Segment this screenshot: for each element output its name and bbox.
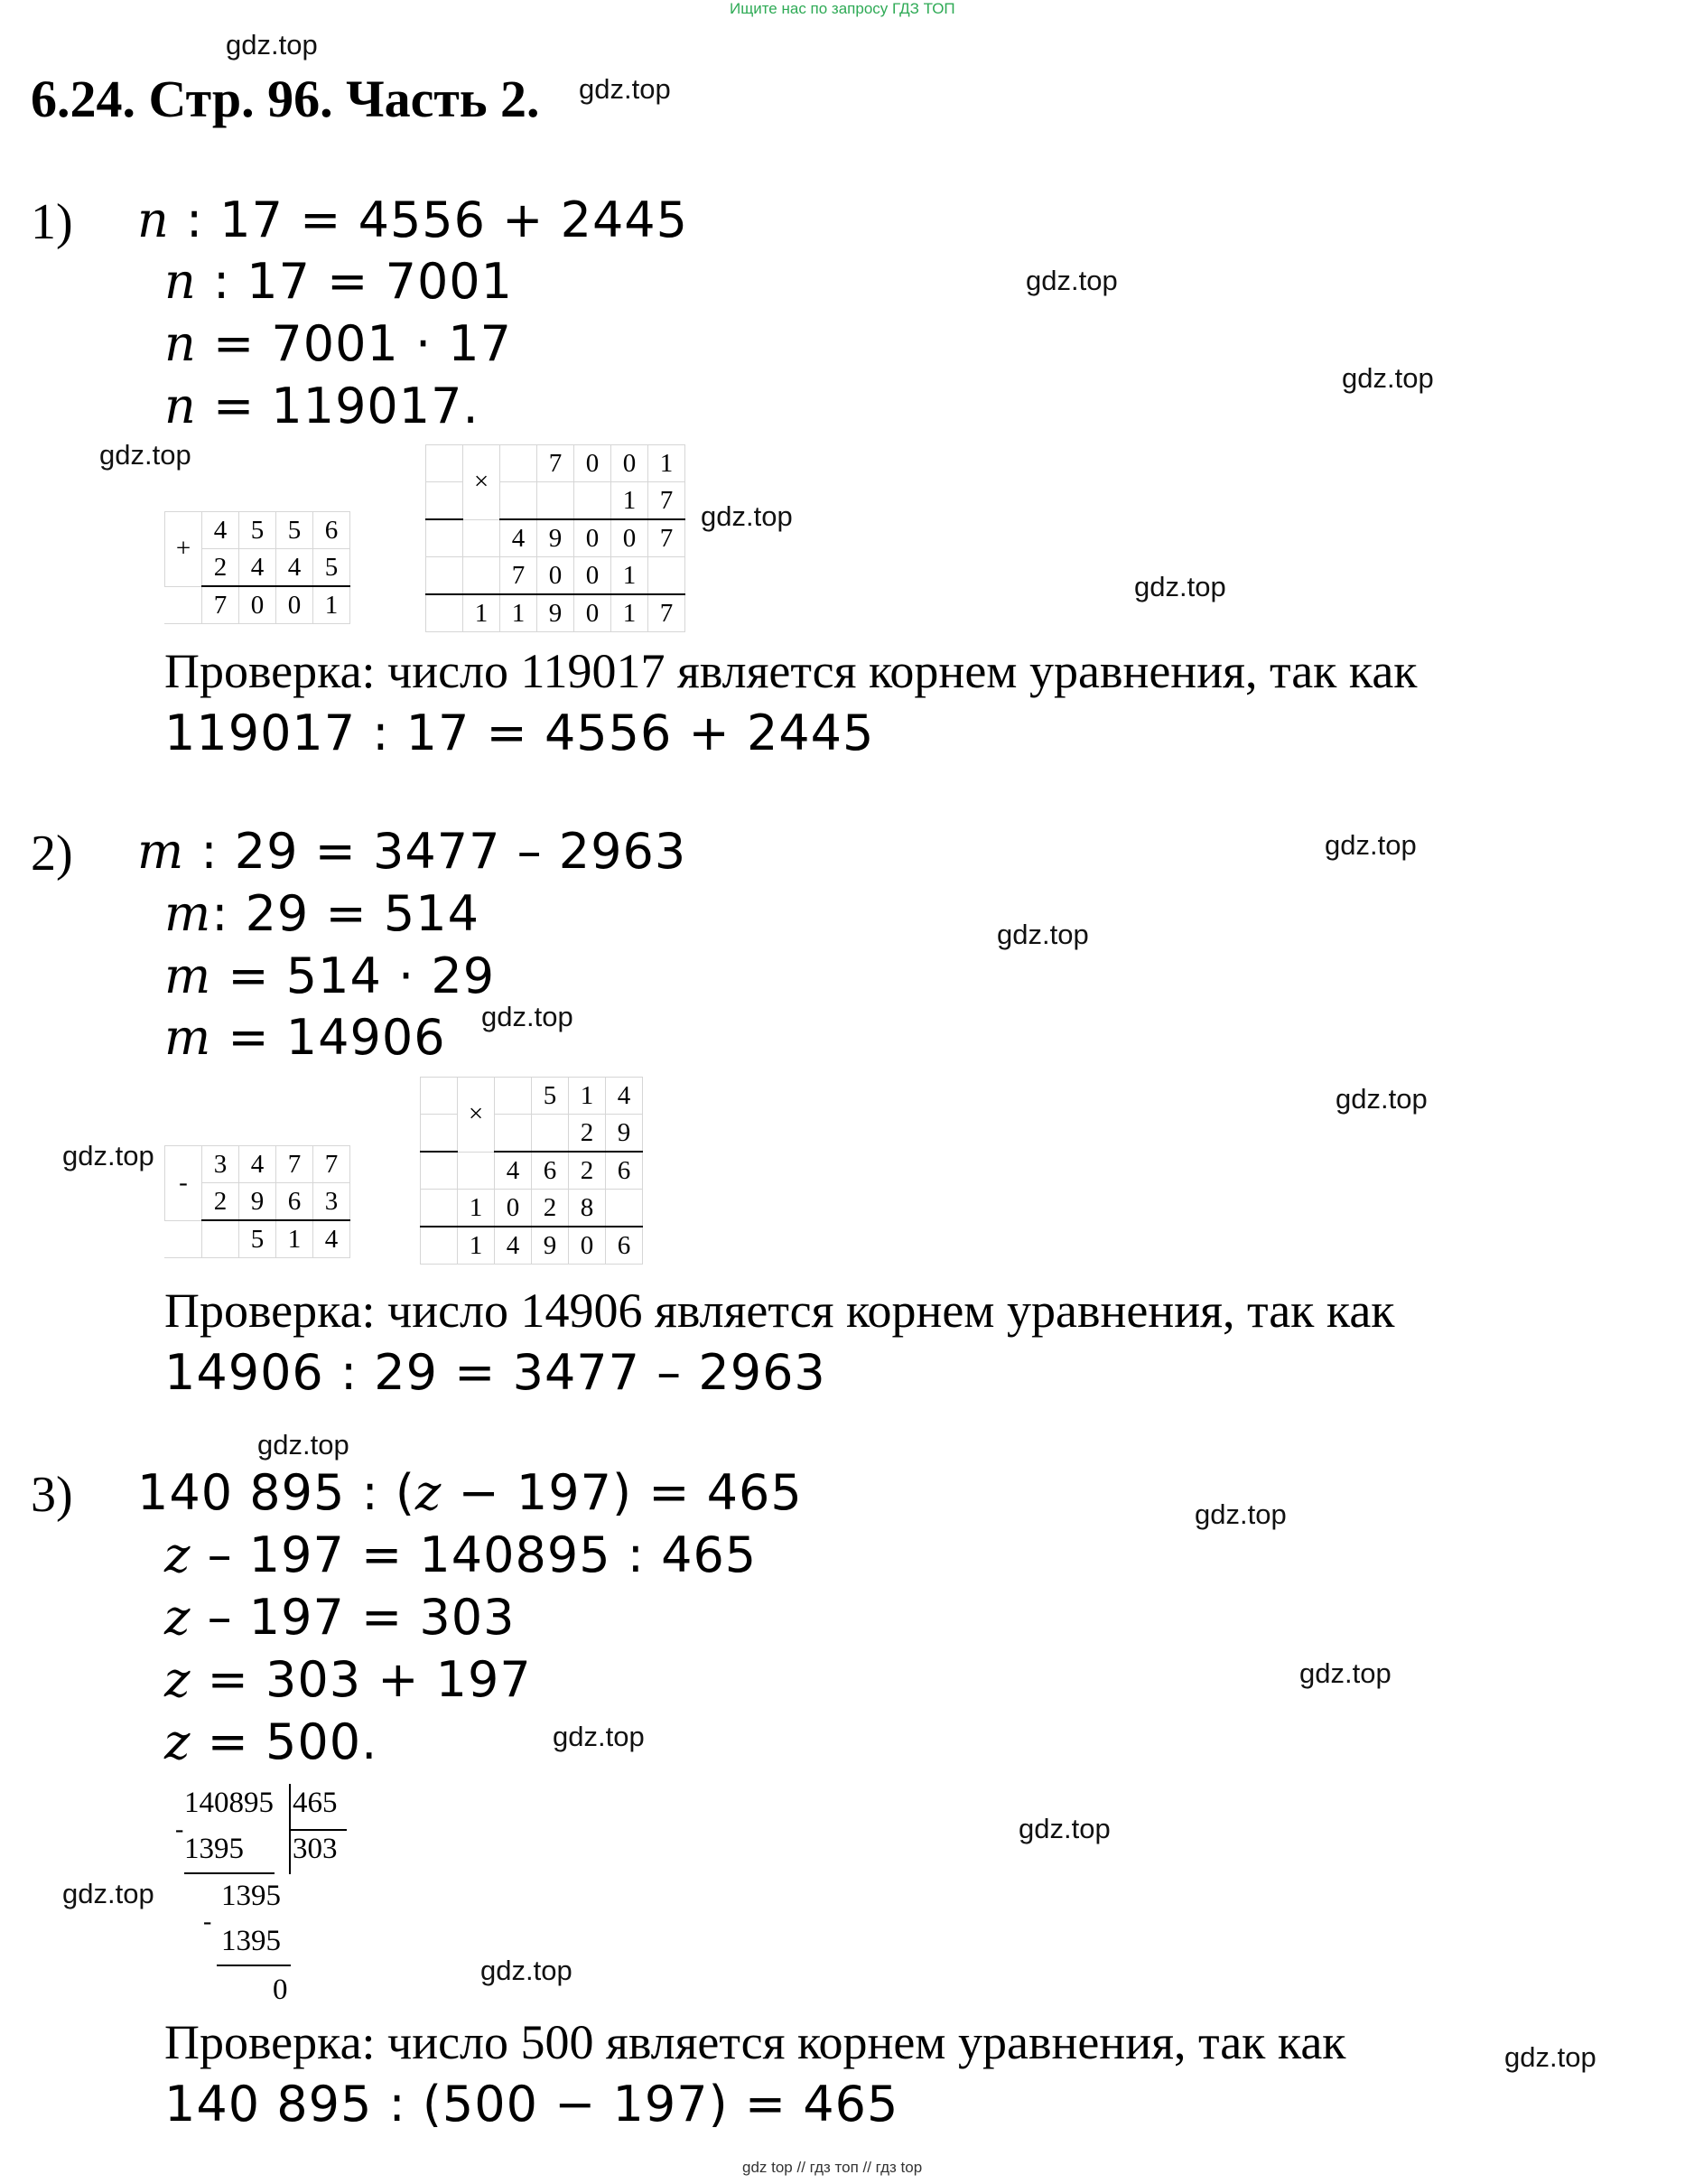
quotient: 303 (293, 1833, 338, 1865)
division-bracket-horizontal (289, 1829, 347, 1831)
watermark: gdz.top (1134, 571, 1226, 602)
equation-line: n : 17 = 4556 + 2445 (137, 191, 689, 248)
equation-line: n = 7001 · 17 (164, 315, 512, 372)
equation-line: z = 303 + 197 (164, 1651, 532, 1708)
problem-1-label: 1) (31, 194, 73, 250)
minus-sign: - (175, 1815, 184, 1843)
watermark: gdz.top (257, 1429, 349, 1461)
variable: z (164, 1651, 191, 1708)
variable: z (164, 1589, 191, 1646)
subtrahend: 1395 (184, 1833, 244, 1865)
watermark: gdz.top (1325, 829, 1417, 861)
watermark: gdz.top (579, 73, 671, 105)
divisor: 465 (293, 1787, 338, 1819)
dividend: 140895 (184, 1787, 274, 1819)
page-title: 6.24. Стр. 96. Часть 2. (31, 70, 540, 128)
variable: z (164, 1713, 191, 1770)
check-text: Проверка: число 14906 является корнем уравнения, так как (164, 1283, 1395, 1338)
minus-sign: - (203, 1908, 212, 1936)
watermark: gdz.top (62, 1878, 154, 1909)
watermark: gdz.top (1336, 1083, 1428, 1115)
minus-sign: - (165, 1146, 202, 1221)
watermark: gdz.top (1504, 2041, 1596, 2073)
equation-line: n : 17 = 7001 (164, 253, 514, 310)
check-equation: 140 895 : (500 − 197) = 465 (164, 2076, 899, 2133)
equation-line: m = 14906 (164, 1009, 446, 1066)
variable: m (164, 947, 212, 1004)
check-text: Проверка: число 500 является корнем уравнения, так как (164, 2015, 1346, 2069)
check-equation: 14906 : 29 = 3477 – 2963 (164, 1344, 826, 1401)
equation-line: m : 29 = 3477 – 2963 (137, 823, 687, 880)
watermark: gdz.top (1342, 362, 1434, 394)
variable: n (164, 315, 197, 372)
check-equation: 119017 : 17 = 4556 + 2445 (164, 705, 875, 761)
watermark: gdz.top (1195, 1498, 1287, 1530)
watermark: gdz.top (553, 1721, 645, 1752)
equation-line: z – 197 = 303 (164, 1589, 516, 1646)
watermark: gdz.top (62, 1140, 154, 1171)
variable: z (414, 1464, 442, 1521)
times-sign: × (463, 445, 500, 520)
watermark: gdz.top (480, 1955, 572, 1986)
variable: z (164, 1526, 191, 1583)
multiplication-table: × 5 1 4 2 9 4 6 2 6 1 0 2 8 1 4 9 0 6 (420, 1077, 643, 1265)
watermark: gdz.top (997, 919, 1089, 950)
top-search-note: Ищите нас по запросу ГДЗ ТОП (730, 0, 955, 17)
watermark: gdz.top (481, 1001, 573, 1032)
watermark: gdz.top (1019, 1813, 1111, 1844)
subtrahend: 1395 (221, 1925, 281, 1957)
equation-line: z – 197 = 140895 : 465 (164, 1526, 758, 1583)
variable: m (137, 823, 185, 880)
watermark: gdz.top (1299, 1657, 1392, 1689)
equation-line: m: 29 = 514 (164, 885, 479, 942)
variable: n (164, 378, 197, 434)
remainder-1: 1395 (221, 1880, 281, 1912)
variable: n (164, 253, 197, 310)
subtraction-table: - 3 4 7 7 2 9 6 3 5 1 4 (164, 1145, 350, 1258)
check-text: Проверка: число 119017 является корнем уравнения, так как (164, 644, 1418, 698)
watermark: gdz.top (701, 500, 793, 532)
variable: m (164, 885, 212, 942)
plus-sign: + (165, 512, 202, 587)
problem-3-label: 3) (31, 1467, 73, 1523)
final-remainder: 0 (273, 1974, 288, 2006)
division-line (217, 1965, 291, 1966)
problem-2-label: 2) (31, 826, 73, 882)
times-sign: × (458, 1078, 495, 1153)
watermark: gdz.top (1026, 265, 1118, 296)
equation-line: z = 500. (164, 1713, 378, 1770)
variable: n (137, 191, 170, 248)
watermark: gdz.top (226, 29, 318, 61)
multiplication-table: × 7 0 0 1 1 7 4 9 0 0 7 7 0 0 1 1 1 9 0 1 7 (425, 444, 685, 632)
addition-table: + 4 5 5 6 2 4 4 5 7 0 0 1 (164, 511, 350, 624)
equation-line: n = 119017. (164, 378, 479, 434)
division-line (184, 1872, 275, 1874)
variable: m (164, 1009, 212, 1066)
equation-line: m = 514 · 29 (164, 947, 496, 1004)
footer-text: gdz top // гдз топ // гдз top (742, 2159, 923, 2176)
watermark: gdz.top (99, 439, 191, 471)
equation-line: 140 895 : (z − 197) = 465 (137, 1464, 803, 1521)
